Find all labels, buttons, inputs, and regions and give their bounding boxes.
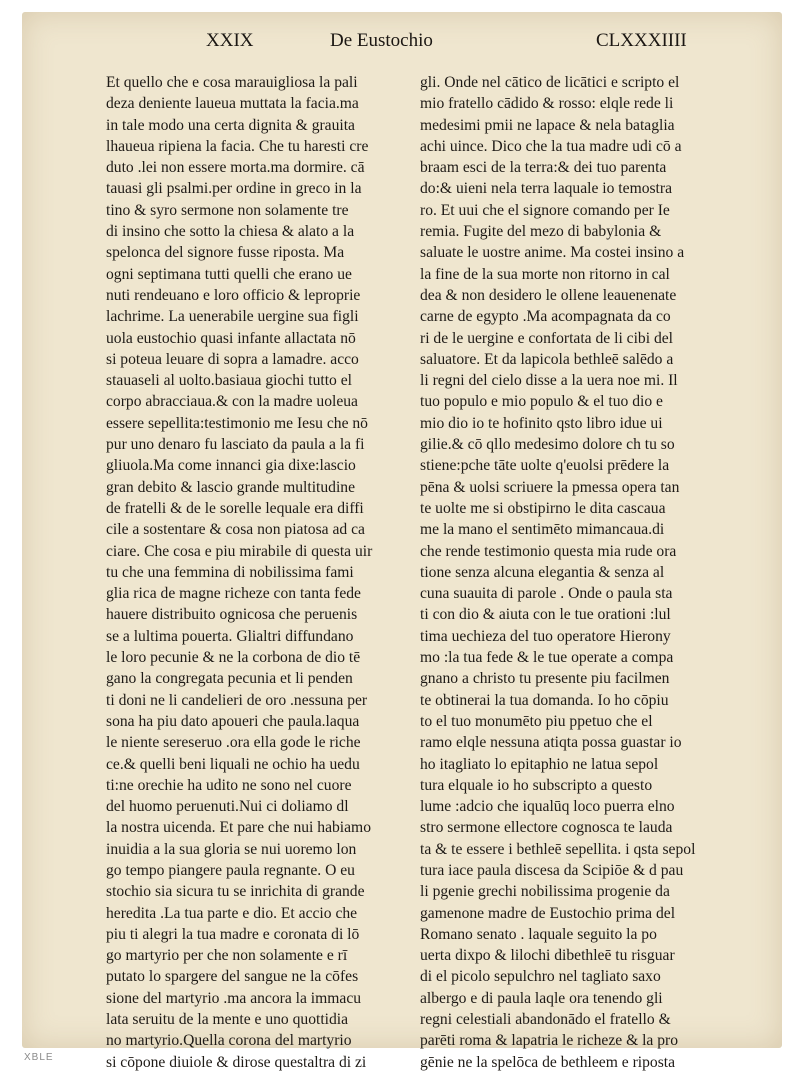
text-line: tura iace paula discesa da Scipiōe & d pau bbox=[420, 861, 684, 879]
text-line: ho itagliato lo epitaphio ne latua sepol bbox=[420, 755, 659, 773]
text-line: cuna suauita di parole . Onde o paula sta bbox=[420, 585, 673, 603]
text-line: go martyrio per che non solamente e rī bbox=[106, 947, 348, 965]
text-line: hauere distribuito ognicosa che peruenis bbox=[106, 606, 358, 624]
text-line: tura elquale io ho subscripto a questo bbox=[420, 776, 653, 794]
text-line: stro sermone ellectore cognosca te lauda bbox=[420, 819, 673, 837]
text-line: ogni septimana tutti quelli che erano ue bbox=[106, 265, 352, 283]
text-line: tauasi gli psalmi.per ordine in greco in la bbox=[106, 180, 362, 198]
text-line: mio dio io te hofinito qsto libro idue ui bbox=[420, 414, 663, 432]
text-line: ti doni ne li candelieri de oro .nessuna per bbox=[106, 691, 368, 709]
text-line: braam esci de la terra:& dei tuo parenta bbox=[420, 159, 667, 177]
text-line: gilie.& cō qllo medesimo dolore ch tu so bbox=[420, 436, 675, 454]
text-line: che rende testimonio questa mia rude ora bbox=[420, 542, 677, 560]
text-line: inuidia a la sua gloria se nui uoremo lon bbox=[106, 840, 357, 858]
text-line: te obtinerai la tua domanda. Io ho cōpiu bbox=[420, 691, 669, 709]
text-line: lata seruitu de la mente e uno quottidia bbox=[106, 1011, 349, 1029]
text-line: pēna & uolsi scriuere la pmessa opera tan bbox=[420, 478, 680, 496]
text-line: gran debito & lascio grande multitudine bbox=[106, 478, 356, 496]
running-title: De Eustochio bbox=[330, 30, 433, 51]
text-line: regni celestiali abandonādo el fratello & bbox=[420, 1011, 671, 1029]
text-line: te uolte me si obstipirno le dita cascaua bbox=[420, 499, 666, 517]
text-line: Et quello che e cosa marauigliosa la pali bbox=[106, 74, 358, 91]
page-header bbox=[0, 30, 800, 60]
text-line: deza deniente laueua muttata la facia.ma bbox=[106, 95, 359, 113]
text-line: medesimi pmii ne lapace & nela bataglia bbox=[420, 116, 675, 134]
text-line: in tale modo una certa dignita & grauita bbox=[106, 116, 355, 134]
text-line: glia rica de magne richeze con tanta fede bbox=[106, 585, 361, 603]
text-line: albergo e di paula laqle ora tenendo gli bbox=[420, 989, 663, 1007]
text-column-left bbox=[106, 72, 394, 1073]
text-line: cile a sostentare & cosa non piatosa ad ca bbox=[106, 521, 365, 539]
text-line: carne de egypto .Ma acompagnata da co bbox=[420, 308, 671, 326]
text-line: di el picolo sepulchro nel tagliato saxo bbox=[420, 968, 661, 986]
text-line: no martyrio.Quella corona del martyrio bbox=[106, 1032, 352, 1050]
margin-pencil-note: XBLE bbox=[24, 1052, 54, 1063]
text-line: do:& uieni nela terra laquale io temostra bbox=[420, 180, 673, 198]
text-line: gano la congregata pecunia et li penden bbox=[106, 670, 353, 688]
text-line: Romano senato . laquale seguito la po bbox=[420, 925, 657, 943]
text-line: piu ti alegri la tua madre e coronata di lō bbox=[106, 925, 360, 943]
text-line: le niente sereseruo .ora ella gode le riche bbox=[106, 734, 361, 752]
text-line: pur uno denaro fu lasciato da paula a la fi bbox=[106, 436, 365, 454]
text-line: lhaueua ripiena la facia. Che tu haresti cre bbox=[106, 137, 369, 155]
text-line: ro. Et uui che el signore comando per Ie bbox=[420, 201, 670, 219]
text-line: ramo elqle nessuna atiqta possa guastar io bbox=[420, 734, 682, 752]
text-line: stauaseli al uolto.basiaua giochi tutto el bbox=[106, 372, 352, 390]
text-line: gli. Onde nel cātico de licātici e scripto el bbox=[420, 74, 680, 91]
text-column-right bbox=[420, 72, 712, 1073]
text-line: ciare. Che cosa e piu mirabile di questa uir bbox=[106, 542, 373, 560]
text-line: ta & te essere i bethleē sepellita. i qsta sepol bbox=[420, 840, 696, 858]
text-line: parēti roma & lapatria le richeze & la pro bbox=[420, 1032, 679, 1050]
text-line: de fratelli & de le sorelle lequale era diffi bbox=[106, 499, 364, 517]
text-line: stiene:pche tāte uolte q'euolsi prēdere la bbox=[420, 457, 670, 475]
text-line: gamenone madre de Eustochio prima del bbox=[420, 904, 676, 922]
text-line: gliuola.Ma come innanci gia dixe:lascio bbox=[106, 457, 356, 475]
text-line: sona ha piu dato apoueri che paula.laqua bbox=[106, 712, 360, 730]
text-line: se a lultima pouerta. Glialtri diffundano bbox=[106, 627, 354, 645]
text-line: tu che una femmina di nobilissima fami bbox=[106, 563, 354, 581]
text-line: la fine de la sua morte non ritorno in cal bbox=[420, 265, 670, 283]
text-line: tima uechieza del tuo operatore Hierony bbox=[420, 627, 671, 645]
text-line: mo :la tua fede & le tue operate a compa bbox=[420, 649, 674, 667]
text-line: ti con dio & aiuta con le tue orationi :lul bbox=[420, 606, 671, 624]
text-line: go tempo piangere paula regnante. O eu bbox=[106, 861, 355, 879]
text-line: la nostra uicenda. Et pare che nui habiamo bbox=[106, 819, 371, 837]
text-line: le loro pecunie & ne la corbona de dio tē bbox=[106, 649, 361, 667]
text-line: mio fratello cādido & rosso: elqle rede li bbox=[420, 95, 674, 113]
text-line: gnano a christo tu presente piu facilmen bbox=[420, 670, 670, 688]
text-line: lume :adcio che iqualūq loco puerra elno bbox=[420, 798, 675, 816]
text-line: lachrime. La uenerabile uergine sua figli bbox=[106, 308, 359, 326]
text-line: me la mano el sentimēto mimancaua.di bbox=[420, 521, 665, 539]
text-line: ce.& quelli beni liquali ne ochio ha uedu bbox=[106, 755, 360, 773]
text-line: putato lo spargere del sangue ne la cōfes bbox=[106, 968, 359, 986]
text-line: del huomo peruenuti.Nui ci doliamo dl bbox=[106, 798, 349, 816]
text-line: uerta dixpo & lilochi dibethleē tu risguar bbox=[420, 947, 675, 965]
text-line: li regni del cielo disse a la uera noe mi. Il bbox=[420, 372, 678, 390]
text-line: corpo abracciaua.& con la madre uoleua bbox=[106, 393, 358, 411]
text-line: uola eustochio quasi infante allactata nō bbox=[106, 329, 356, 347]
text-line: dea & non desidero le ollene leauenenate bbox=[420, 286, 677, 304]
text-line: ti:ne orechie ha udito ne sono nel cuore bbox=[106, 776, 352, 794]
text-line: si poteua leuare di sopra a lamadre. acco bbox=[106, 350, 359, 368]
text-line: sione del martyrio .ma ancora la immacu bbox=[106, 989, 362, 1007]
text-line: di insino che sotto la chiesa & alato a la bbox=[106, 223, 355, 241]
folio-number: CLXXXIIII bbox=[596, 30, 687, 51]
text-line: li pgenie grechi nobilissima progenie da bbox=[420, 883, 670, 901]
text-line: si cōpone diuiole & dirose questaltra di zi bbox=[106, 1053, 367, 1071]
text-line: saluate le uostre anime. Ma costei insino a bbox=[420, 244, 685, 262]
text-line: saluatore. Et da lapicola bethleē salēdo a bbox=[420, 350, 674, 368]
text-line: heredita .La tua parte e dio. Et accio che bbox=[106, 904, 358, 922]
text-line: spelonca del signore fusse riposta. Ma bbox=[106, 244, 345, 262]
folio-left: XXIX bbox=[206, 30, 254, 51]
text-line: nuti rendeuano e loro officio & leproprie bbox=[106, 286, 361, 304]
text-line: achi uince. Dico che la tua madre udi cō a bbox=[420, 137, 682, 155]
text-line: duto .lei non essere morta.ma dormire. cā bbox=[106, 159, 365, 177]
text-line: gēnie ne la spelōca de bethleem e riposta bbox=[420, 1053, 676, 1071]
text-line: stochio sia sicura tu se inrichita di grande bbox=[106, 883, 365, 901]
text-line: to el tuo monumēto piu ppetuo che el bbox=[420, 712, 653, 730]
text-line: ri de le uergine e confortata de li cibi del bbox=[420, 329, 674, 347]
text-line: remia. Fugite del mezo di babylonia & bbox=[420, 223, 662, 241]
text-line: tino & syro sermone non solamente tre bbox=[106, 201, 349, 219]
text-line: tuo populo e mio populo & el tuo dio e bbox=[420, 393, 663, 411]
text-line: tione senza alcuna elegantia & senza al bbox=[420, 563, 665, 581]
text-line: essere sepellita:testimonio me Iesu che nō bbox=[106, 414, 368, 432]
